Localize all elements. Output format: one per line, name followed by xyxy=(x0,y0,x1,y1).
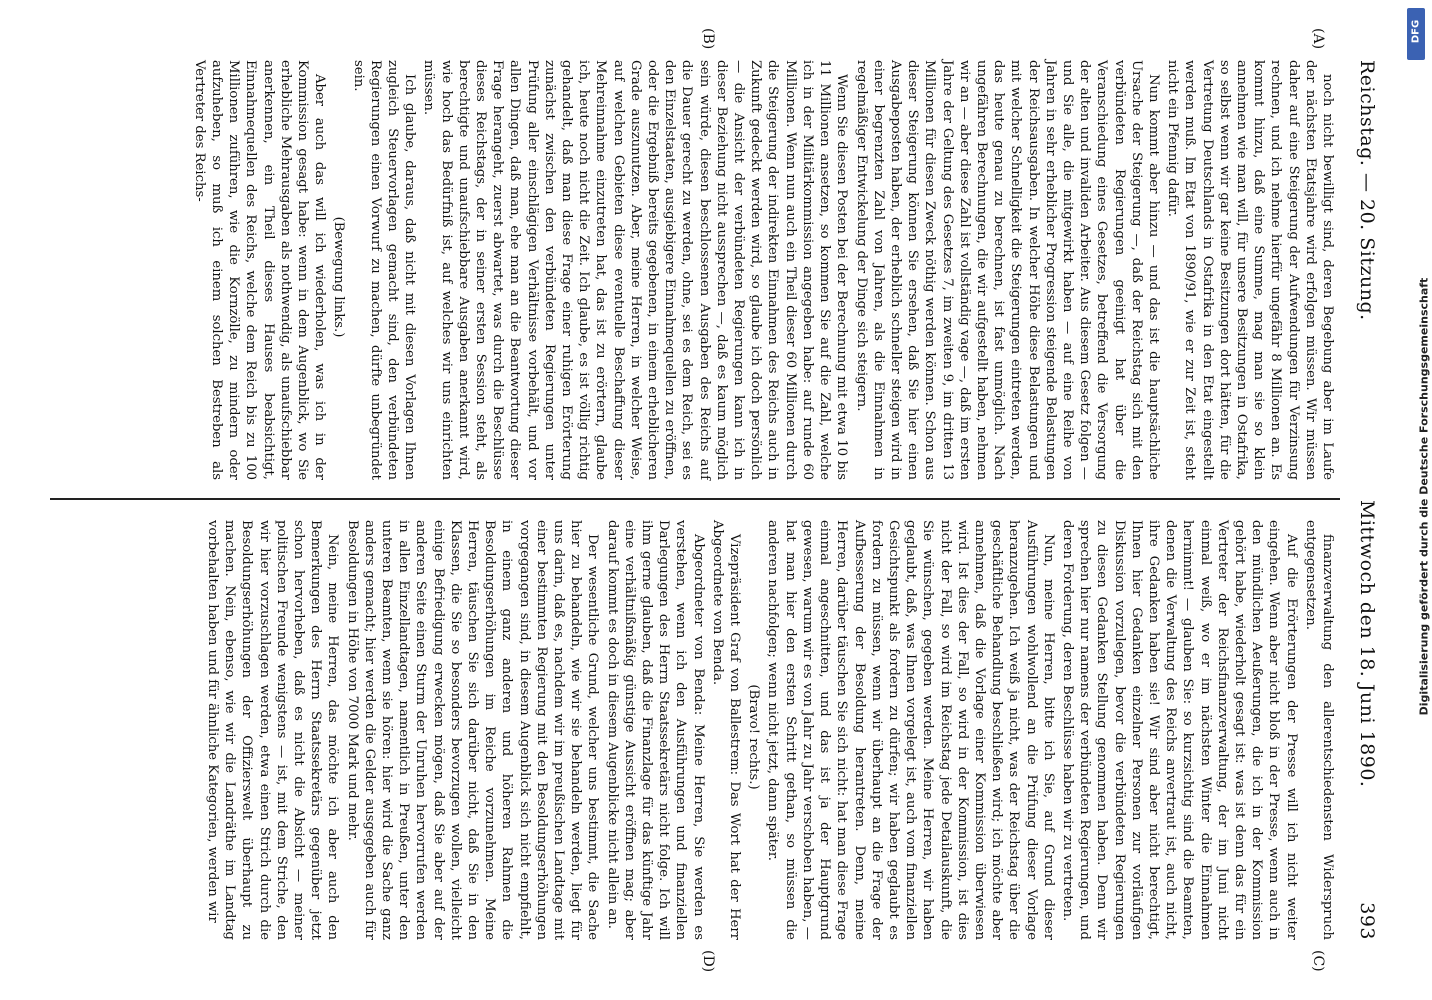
paragraph: Nun, meine Herren, bitte ich Sie, auf Grund dieser Ausführungen wohlwollend an die Prüfung dieser Vorlage heranzugehen. Ich weiß ja nicht, was der Reichstag über die geschäftliche Behandlung beschließen wird; ich möchte aber annehmen, daß die Vorlage einer Kommission überwiesen wird. Ist dies der Fall, so wird in der Kommission, ist dies nicht der Fall, so wird im Reichstag jede Detailauskunft, die Sie wünschen, gegeben werden. Meine Herren, wir haben geglaubt, daß, was Ihnen vorgelegt ist, auch vom finanziellen Gesichtspunkt als fordern zu dürfen; wir haben geglaubt es fordern zu müssen, wenn wir überhaupt an die Frage der Aufbesserung der Besoldung herantreten. Denn, meine Herren, darüber täuschen Sie sich nicht: hat man diese Frage einmal angeschnitten, und das ist ja der Hauptgrund gewesen, warum wir es von Jahr zu Jahr verschoben haben, — hat man hier den ersten Schritt gethan, so müssen die anderen nachfolgen; wenn nicht jetzt, dann später. xyxy=(765,520,1056,940)
paragraph: Ich glaube, daraus, daß nicht mit diesen Vorlagen Ihnen zugleich Steuervorlagen gemacht sind, den verbündeten Regierungen einen Vorwurf zu machen, dürfte unbegründet sein. xyxy=(350,60,418,480)
page-number: 393 xyxy=(1356,902,1378,940)
paragraph: Nein, meine Herren, das möchte ich aber auch den Bemerkungen des Herrn Staatssekretärs gegenüber jetzt schon hervorheben, daß es nicht die Absicht — meiner politischen Freunde wenigstens — ist, mit dem Striche, den wir hier vorzuschlagen werden, etwa einen Strich durch die Besoldungserhöhungen der Offizierswelt überhaupt zu machen. Nein, ebenso, wie wir die Landräthe im Landtag vorbehalten haben und für ähnliche Kategorien, werden wir xyxy=(205,520,341,940)
paragraph: noch nicht bewilligt sind, deren Begebung aber im Laufe der nächsten Etatsjahre wird erfolgen müssen. Wir müssen daher auf eine Steigerung der Aufwendungen für Verzinsung rechnen, und ich nehme hierfür ungefähr 8 Millionen an. Es kommt hinzu, daß eine Summe, mag man sie so klein annehmen wie man will, für unsere Besitzungen in Ostafrika, so selbst wenn wir gar keine Besitzungen dort hätten, für die Vertretung Deutschlands in Ostafrika in den Etat eingestellt werden muß. Im Etat von 1890/91, wie er zur Zeit ist, steht nicht ein Pfennig dafür. xyxy=(1165,60,1335,480)
paragraph: Der wesentliche Grund, welcher uns bestimmt, die Sache hier zu behandeln, wie wir sie behandeln werden, liegt für uns darin, daß es, nachdem wir im preußischen Landtage mit einer bestimmten Regierung mit den Besoldungserhöhungen vorgegangen sind, in diesem Augenblick sich nicht empfiehlt, in einem ganz anderen und höheren Rahmen die Besoldungserhöhungen im Reiche vorzunehmen. Meine Herren, täuschen Sie sich darüber nicht, daß Sie in den Klassen, die Sie so besonders bevorzugen wollen, vielleicht einige Befriedigung erwecken mögen, daß Sie aber auf der anderen Seite einen Sturm der Unruhen hervorrufen werden in allen Einzellandtagen, namentlich in Preußen, unter den unteren Beamten, wenn sie hören: hier wird die Sache ganz anders gemacht; hier werden die Gelder ausgegeben auch für Besoldungen in Höhe von 7000 Mark und mehr. xyxy=(344,520,601,940)
margin-mark-d: (D) xyxy=(700,950,716,973)
paragraph: Auf die Erörterungen der Presse will ich nicht weiter eingehen. Wenn aber nicht bloß in der Presse, wenn auch in den mündlichen Aeußerungen, die ich in der Kommission gehört habe, wiederholt gesagt ist: was ist denn das für ein Vertreter der Reichsfinanzverwaltung, der im Juni nicht einmal weiß, wo er im nächsten Winter die Einnahmen hernimmt! — glauben Sie: so kurzsichtig sind die Beamten, denen die Verwaltung des Reichs anvertraut ist, auch nicht, ihre Gedanken haben sie! Wir sind aber nicht berechtigt, Ihnen hier Gedanken einzelner Personen zur vorläufigen Diskussion vorzulegen, bevor die verbündeten Regierungen zu diesen Gedanken Stellung genommen haben. Denn wir sprechen hier nur namens der verbündeten Regierungen, und deren Forderung, deren Beschlüsse haben wir zu vertreten. xyxy=(1059,520,1299,940)
dfg-logo xyxy=(1407,8,1425,60)
funding-note-text: Digitalisierung gefördert durch die Deutsche Forschungsgemeinschaft xyxy=(1417,277,1431,716)
document-page xyxy=(26,20,1406,980)
paragraph: Vizepräsident Graf von Ballestrem: Das Wort hat der Herr Abgeordnete von Benda. xyxy=(709,520,743,940)
left-column xyxy=(189,60,1336,480)
page-header xyxy=(1342,60,1386,950)
paragraph: Nun kommt aber hinzu — und das ist die hauptsächliche Ursache der Steigerung —, daß der Reichstag sich mit den verbündeten Regierungen geeinigt hat über die Veranschiedung eines Gesetzes, betreffend die Versorgung der alten und invaliden Arbeiter. Aus diesem Gesetz folgen — und Sie alle, die mitgewirkt haben — auf eine Reihe von Jahren in sehr erheblicher Progression steigende Belastungen der Reichsausgaben. In welcher Höhe diese Belastungen und mit welcher Schnelligkeit die Steigerungen eintreten werden, das heute genau zu berechnen, ist fast unmöglich. Nach ungefähren Berechnungen, die wir aufgestellt haben, nehmen wir an — aber diese Zahl ist vollständig vage —, daß im ersten Jahre der Geltung des Gesetzes 7, im zweiten 9, im dritten 13 Millionen für diesen Zweck nöthig werden können. Schon aus dieser Steigerung können Sie ersehen, daß Sie hier einen Ausgabeposten haben, der erheblich schneller steigen wird in einer begrenzten Zahl von Jahren, als die Einnahmen in regelmäßiger Entwickelung der Dinge sich steigern. xyxy=(853,60,1161,480)
paragraph: Aber auch das will ich wiederholen, was ich in der Kommission gesagt habe: wenn in dem Augenblick, wo Sie erhebliche Mehrausgaben als nothwendig, als unaufschiebbar anerkennen, ein Theil dieses Hauses beabsichtigt, Einnahmequellen des Reichs, welche dem Reich bis zu 100 Millionen zuführen, wie die Kornzölle, zu mindern oder aufzuheben, so muß ich einem solchen Bestreben als Vertreter des Reichs- xyxy=(191,60,328,480)
margin-mark-b: (B) xyxy=(700,28,716,50)
funding-note xyxy=(1404,0,1431,1000)
right-column xyxy=(202,520,1336,940)
paragraph: finanzverwaltung den allerentschiedensten Widerspruch entgegensetzen. xyxy=(1302,520,1335,940)
column-divider xyxy=(50,498,1340,500)
paragraph: Wenn Sie diesen Posten bei der Berechnung mit etwa 10 bis 11 Millionen ansetzen, so kommen Sie auf die Zahl, welche ich in der Militärkommission angegeben habe: auf runde 60 Millionen. Wenn nun auch ein Theil dieser 60 Millionen durch die Steigerung der indirekten Einnahmen des Reichs auch in Zukunft gedeckt werden wird, so glaube ich doch persönlich — die Ansicht der verbündeten Regierungen kann ich in dieser Beziehung nicht aussprechen —, daß es kaum möglich sein würde, diesen beschlossenen Ausgaben des Reichs auf die Dauer gerecht zu werden, ohne, sei es dem Reich, sei es den Einzelstaaten, ausgiebigere Einnahmequellen zu eröffnen, oder die Ergebniß bereits gegebenen, in einem erheblicheren Grade auszunutzen. Aber, meine Herren, in welcher Weise, auf welchen Gebieten diese eventuelle Beschaffung dieser Mehreinnahme einzutreten hat, das ist zu erörtern, glaube ich, heute noch nicht die Zeit. Ich glaube, es ist völlig richtig gehandelt, daß man diese Frage einer ruhigen Erörterung zunächst zwischen den verbündeten Regierungen unter Prüfung aller einschlägigen Verhältnisse vorbehält, und vor allen Dingen, daß man, ehe man an die Beantwortung dieser Frage herangeht, zuerst abwartet, was durch die Beschlüsse dieses Reichstags, der in seiner ersten Session steht, als berechtigte und unaufschiebbare Ausgaben anerkannt wird, wie hoch das Bedürfniß ist, auf welches wir uns einrichten müssen. xyxy=(421,60,850,480)
header-date: Mittwoch den 18. Juni 1890. xyxy=(1356,500,1378,788)
header-session: Reichstag. — 20. Sitzung. xyxy=(1356,60,1378,321)
stage-direction: (Bravo! rechts.) xyxy=(746,684,762,790)
margin-mark-c: (C) xyxy=(1310,950,1326,972)
margin-mark-a: (A) xyxy=(1310,28,1326,50)
paragraph: Abgeordneter von Benda: Meine Herren, Sie werden es verstehen, wenn ich den Ausführungen und finanziellen Darlegungen des Herrn Staatssekretärs nicht folge. Ich will ihm gerne glauben, daß die Finanzlage für das künftige Jahr eine verhältnißmäßig günstige Aussicht eröffnen mag; aber darauf kommt es doch in diesem Augenblicke nicht allein an. xyxy=(604,520,706,940)
stage-direction: (Bewegung links.) xyxy=(331,216,347,338)
dfg-logo-text: DFG xyxy=(1410,19,1422,44)
